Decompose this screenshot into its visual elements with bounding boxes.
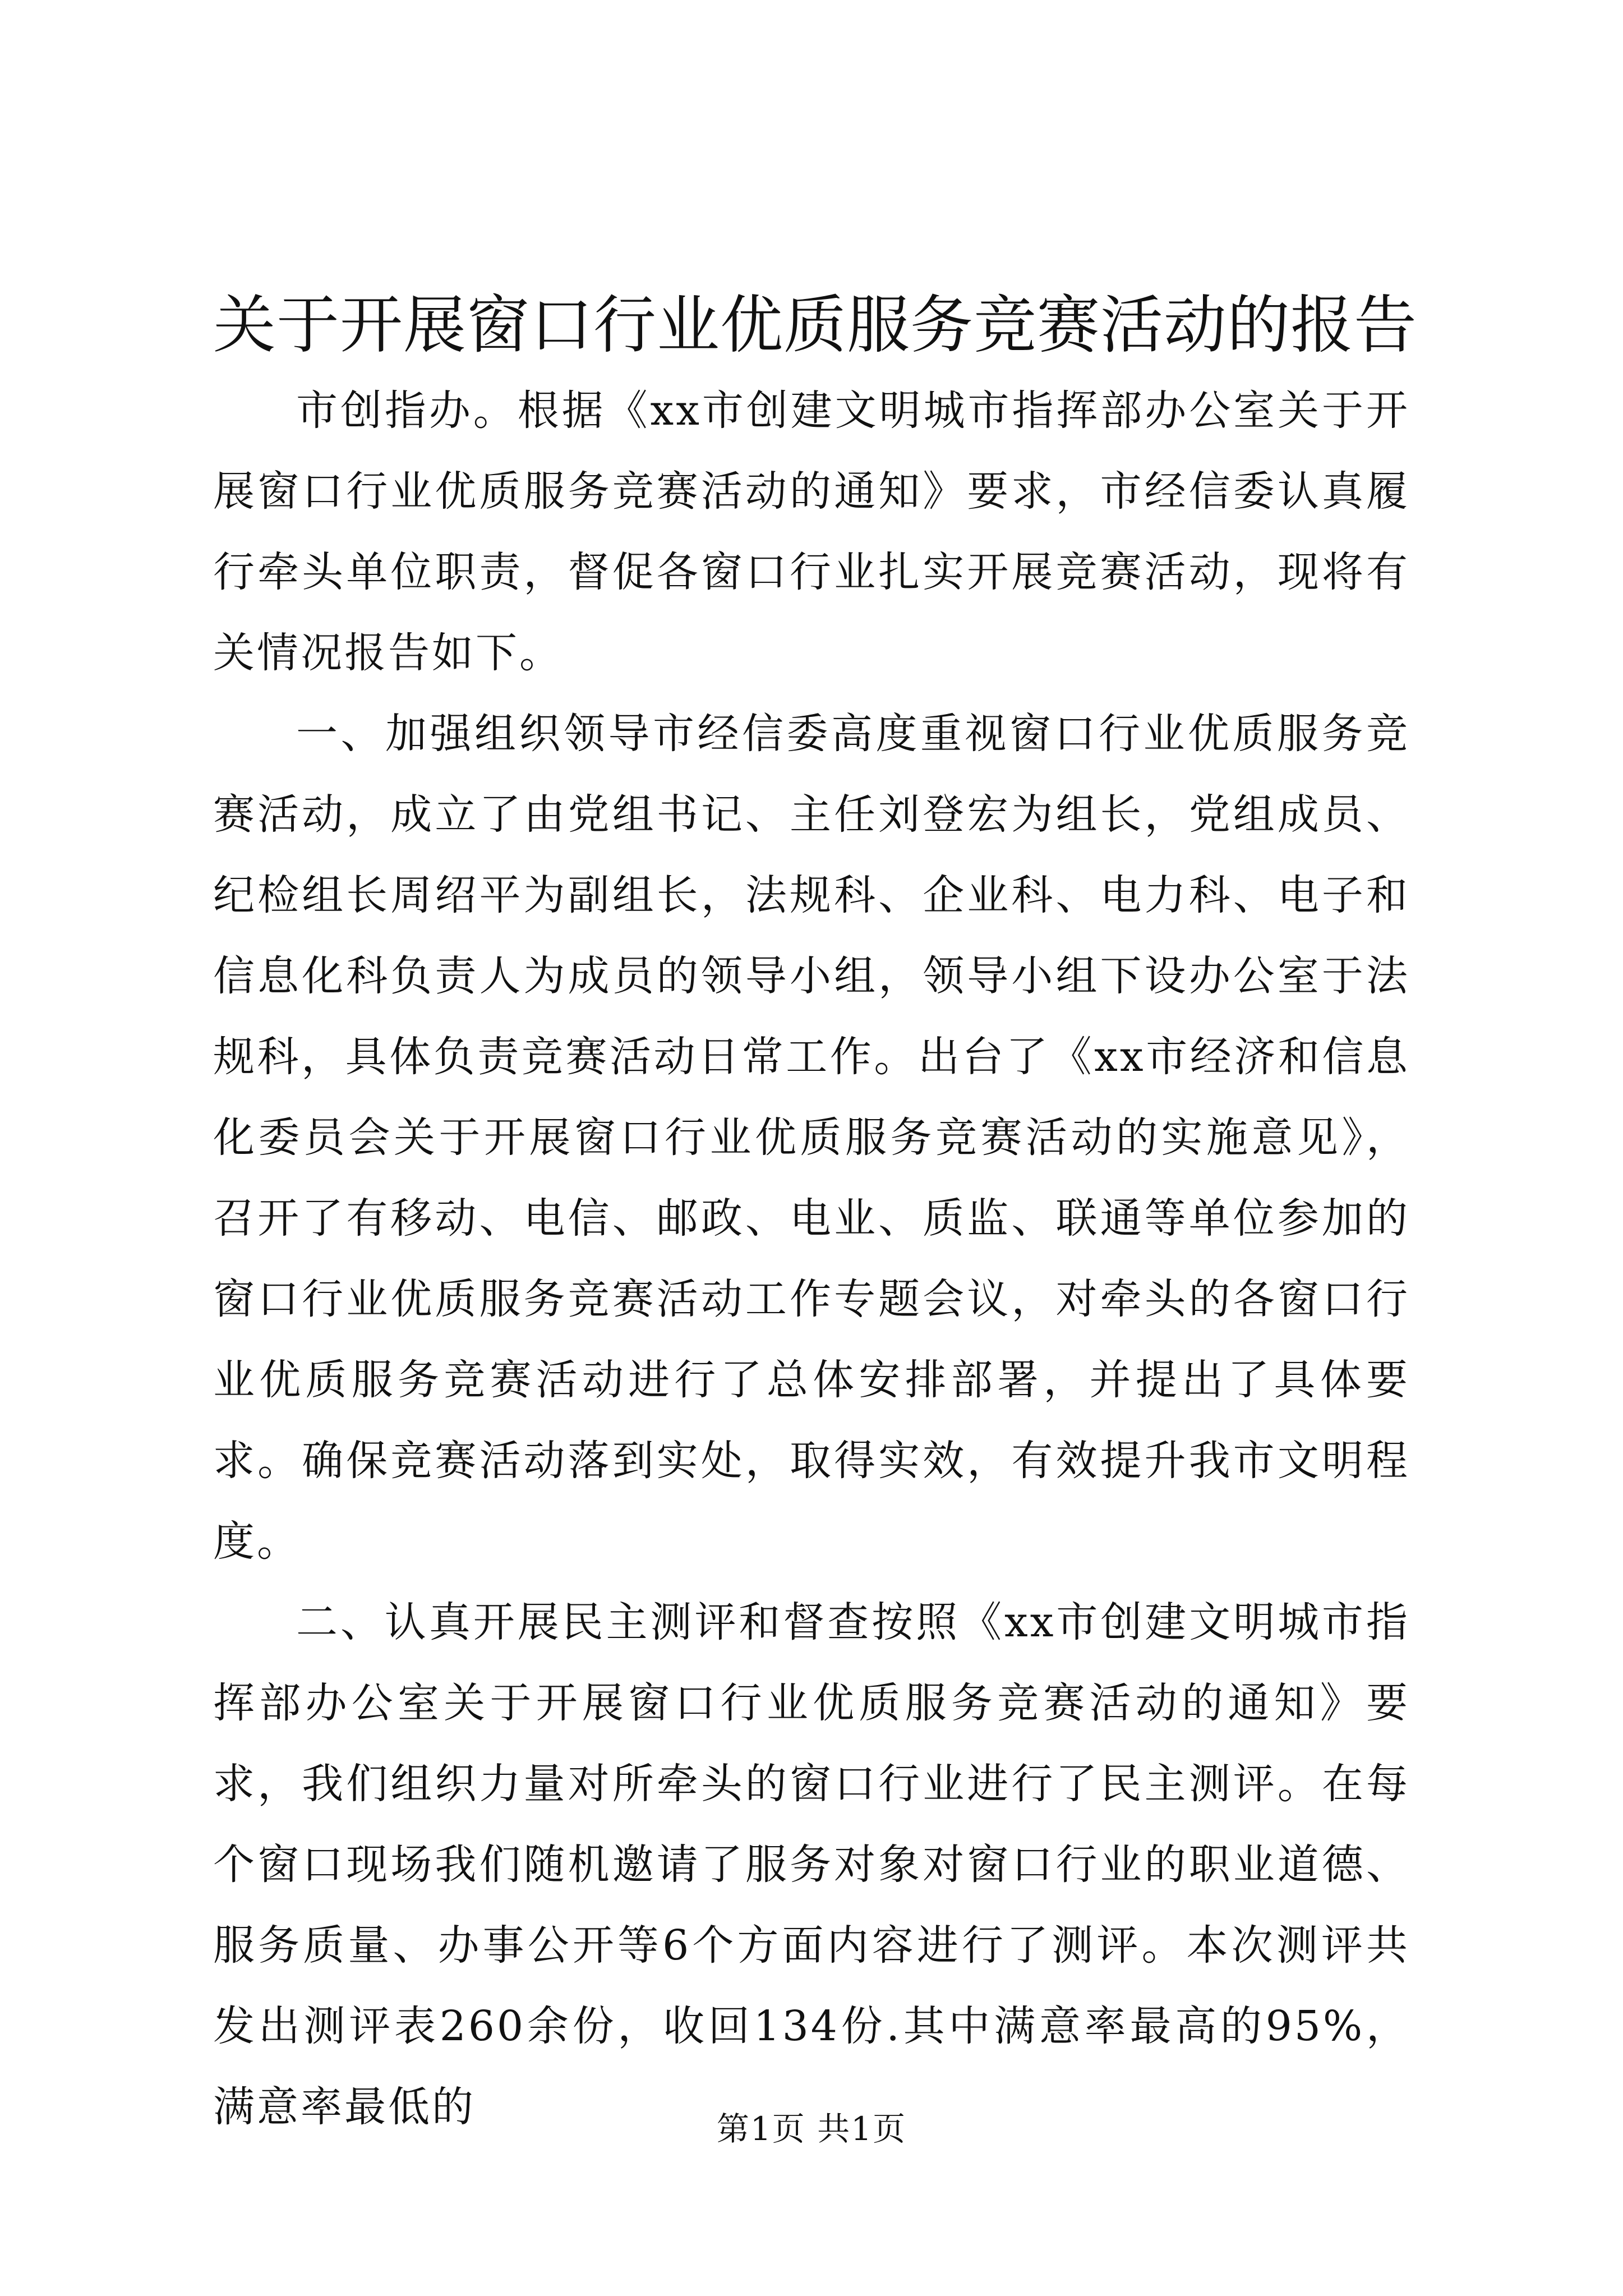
page-number-footer: 第1页 共1页 [716,2110,907,2148]
paragraph-intro: 市创指办。根据《xx市创建文明城市指挥部办公室关于开展窗口行业优质服务竞赛活动的通知》要求，市经信委认真履行牵头单位职责，督促各窗口行业扎实开展竞赛活动，现将有关情况报告如下。 [213,386,1410,677]
document-body [213,370,1410,2147]
document-title: 关于开展窗口行业优质服务竞赛活动的报告 [213,289,1417,362]
paragraph-section-one: 一、加强组织领导市经信委高度重视窗口行业优质服务竞赛活动，成立了由党组书记、主任刘登宏为组长，党组成员、纪检组长周绍平为副组长，法规科、企业科、电力科、电子和信息化科负责人为成员的领导小组，领导小组下设办公室于法规科，具体负责竞赛活动日常工作。出台了《xx市经济和信息化委员会关于开展窗口行业优质服务竞赛活动的实施意见》，召开了有移动、电信、邮政、电业、质监、联通等单位参加的窗口行业优质服务竞赛活动工作专题会议，对牵头的各窗口行业优质服务竞赛活动进行了总体安排部署，并提出了具体要求。确保竞赛活动落到实处，取得实效，有效提升我市文明程度。 [213,710,1410,1566]
paragraph-section-two: 二、认真开展民主测评和督查按照《xx市创建文明城市指挥部办公室关于开展窗口行业优质服务竞赛活动的通知》要求，我们组织力量对所牵头的窗口行业进行了民主测评。在每个窗口现场我们随机邀请了服务对象对窗口行业的职业道德、服务质量、办事公开等6个方面内容进行了测评。本次测评共发出测评表260余份，收回134份.其中满意率最高的95%，满意率最低的 [213,1598,1410,2131]
